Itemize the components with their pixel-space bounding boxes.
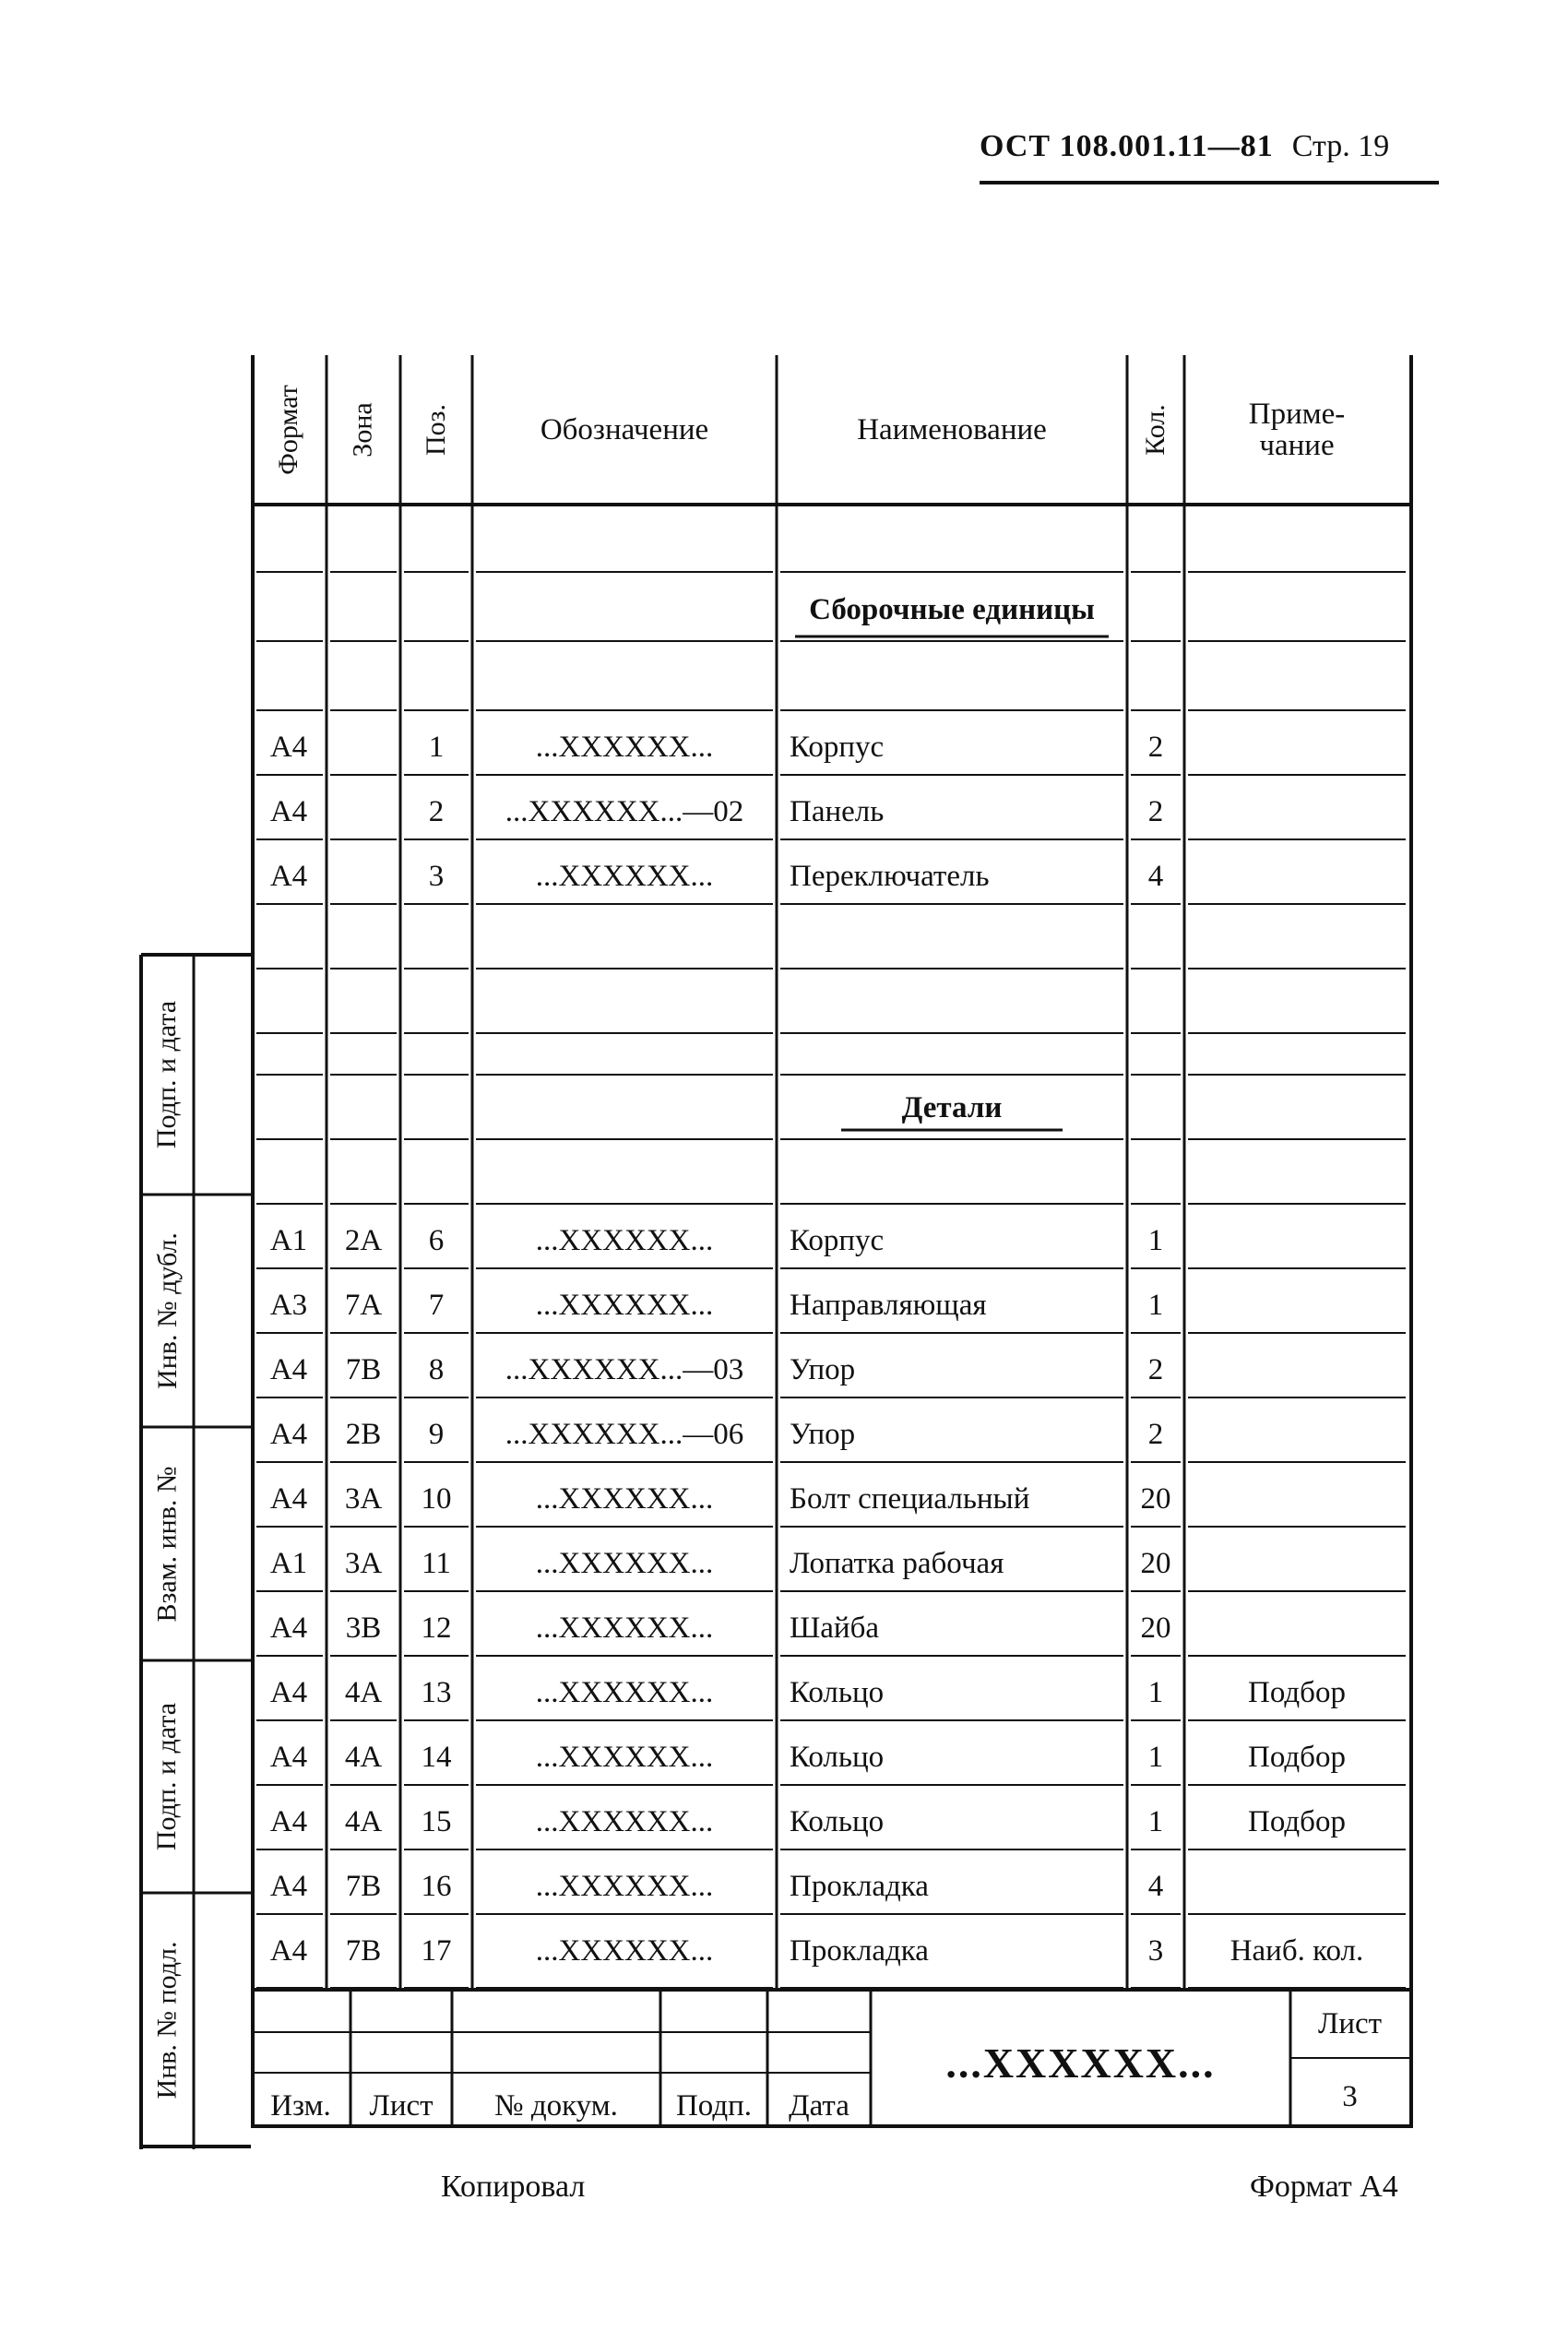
cell-qty: 2 [1147, 730, 1164, 764]
cell-pos: 3 [428, 859, 445, 893]
cell-qty: 20 [1140, 1546, 1171, 1580]
document-header [980, 129, 1439, 184]
cell-name: Переключатель [790, 859, 990, 893]
cell-format: А4 [269, 1352, 308, 1386]
cell-note [1184, 1402, 1409, 1467]
cell-format: А4 [269, 730, 308, 764]
cell-zone: 7В [345, 1933, 382, 1968]
cell-qty: 1 [1147, 1740, 1164, 1774]
cell-name: Корпус [790, 1223, 885, 1257]
cell-zone: 7В [345, 1869, 382, 1903]
standard-number: ОСТ 108.001.11—81 [980, 129, 1274, 163]
header-note: Приме- чание [1248, 398, 1346, 462]
cell-format: А4 [269, 1804, 308, 1838]
cell-note: Подбор [1248, 1675, 1346, 1709]
header-qty: Кол. [1140, 404, 1170, 456]
cell-qty: 20 [1140, 1481, 1171, 1516]
cell-qty: 2 [1147, 794, 1164, 828]
cell-designation: ...XXXXXX...—03 [505, 1352, 744, 1386]
footer-copied: Копировал [441, 2170, 586, 2204]
side-stamp [138, 950, 251, 2149]
cell-pos: 12 [421, 1611, 452, 1645]
cell-name: Лопатка рабочая [790, 1546, 1004, 1580]
cell-zone: 4А [344, 1740, 383, 1774]
cell-pos: 15 [421, 1804, 452, 1838]
cell-format: А4 [269, 1675, 308, 1709]
title-sheet-label: Лист [369, 2088, 434, 2123]
cell-zone: 4А [344, 1675, 383, 1709]
cell-note [1184, 1531, 1409, 1596]
cell-note [1184, 1338, 1409, 1402]
header-name: Наименование [857, 412, 1047, 446]
cell-pos: 8 [428, 1352, 445, 1386]
cell-note [1184, 844, 1409, 909]
cell-designation: ...XXXXXX... [535, 730, 714, 764]
cell-pos: 14 [421, 1740, 452, 1774]
cell-name: Прокладка [790, 1933, 929, 1968]
cell-format: А4 [269, 1417, 308, 1451]
cell-pos: 7 [428, 1288, 445, 1322]
cell-designation: ...XXXXXX... [535, 1288, 714, 1322]
stamp-replace-no: Взам. инв. № [151, 1465, 183, 1623]
cell-designation: ...XXXXXX...—02 [505, 794, 744, 828]
cell-pos: 16 [421, 1869, 452, 1903]
cell-zone: 3А [344, 1546, 383, 1580]
stamp-dup-no: Инв. № дубл. [151, 1232, 183, 1389]
cell-note [1184, 715, 1409, 779]
cell-name: Кольцо [790, 1740, 885, 1774]
cell-format: А4 [269, 1611, 308, 1645]
cell-qty: 20 [1140, 1611, 1171, 1645]
cell-note [1184, 1208, 1409, 1273]
cell-pos: 13 [421, 1675, 452, 1709]
specification-sheet [251, 355, 1422, 2154]
cell-qty: 1 [1147, 1675, 1164, 1709]
footer-format: Формат А4 [1250, 2170, 1398, 2204]
cell-designation: ...XXXXXX...—06 [505, 1417, 744, 1451]
cell-pos: 1 [428, 730, 445, 764]
cell-designation: ...XXXXXX... [535, 1740, 714, 1774]
cell-qty: 3 [1147, 1933, 1164, 1968]
cell-zone [327, 779, 400, 844]
cell-name: Панель [790, 794, 885, 828]
cell-qty: 4 [1147, 859, 1164, 893]
cell-qty: 1 [1147, 1288, 1164, 1322]
cell-format: А4 [269, 1869, 308, 1903]
cell-designation: ...XXXXXX... [535, 1611, 714, 1645]
cell-zone: 7В [345, 1352, 382, 1386]
section-title-assemblies: Сборочные единицы [809, 592, 1095, 626]
cell-name: Шайба [790, 1611, 880, 1645]
cell-note: Наиб. кол. [1229, 1933, 1364, 1968]
stamp-orig-no: Инв. № подл. [151, 1941, 183, 2099]
cell-format: А1 [269, 1546, 308, 1580]
cell-format: А4 [269, 1933, 308, 1968]
cell-pos: 17 [421, 1933, 452, 1968]
cell-note [1184, 1596, 1409, 1660]
title-sheet-number: 3 [1342, 2079, 1358, 2113]
cell-zone [327, 715, 400, 779]
cell-name: Корпус [790, 730, 885, 764]
stamp-sign-date-1: Подп. и дата [151, 1000, 183, 1149]
cell-name: Прокладка [790, 1869, 929, 1903]
cell-note: Подбор [1248, 1740, 1346, 1774]
cell-note [1184, 1854, 1409, 1919]
cell-qty: 1 [1147, 1804, 1164, 1838]
cell-zone: 4А [344, 1804, 383, 1838]
cell-zone: 2В [345, 1417, 382, 1451]
cell-format: А4 [269, 859, 308, 893]
cell-designation: ...XXXXXX... [535, 859, 714, 893]
title-change-label: Изм. [270, 2088, 331, 2123]
cell-note [1184, 1273, 1409, 1338]
title-docno-label: № докум. [494, 2088, 618, 2123]
cell-designation: ...XXXXXX... [535, 1804, 714, 1838]
cell-name: Упор [790, 1352, 856, 1386]
header-designation: Обозначение [540, 412, 709, 446]
cell-zone: 3А [344, 1481, 383, 1516]
stamp-sign-date-2: Подп. и дата [151, 1702, 183, 1851]
cell-note [1184, 1467, 1409, 1531]
cell-qty: 2 [1147, 1417, 1164, 1451]
table-rows [251, 355, 1422, 2154]
cell-pos: 10 [421, 1481, 452, 1516]
cell-name: Болт специальный [790, 1481, 1030, 1516]
cell-format: А4 [269, 1740, 308, 1774]
cell-qty: 2 [1147, 1352, 1164, 1386]
header-zone: Зона [348, 402, 378, 458]
cell-zone [327, 844, 400, 909]
cell-zone: 3В [345, 1611, 382, 1645]
cell-zone: 2А [344, 1223, 383, 1257]
title-sign-label: Подп. [675, 2088, 753, 2123]
cell-qty: 1 [1147, 1223, 1164, 1257]
cell-format: А4 [269, 1481, 308, 1516]
title-sheet-header: Лист [1317, 2006, 1383, 2040]
cell-designation: ...XXXXXX... [535, 1481, 714, 1516]
page-number: Стр. 19 [1291, 129, 1390, 163]
cell-name: Направляющая [790, 1288, 987, 1322]
cell-designation: ...XXXXXX... [535, 1546, 714, 1580]
cell-format: А4 [269, 794, 308, 828]
cell-name: Кольцо [790, 1804, 885, 1838]
cell-note [1184, 779, 1409, 844]
header-format: Формат [273, 385, 303, 475]
cell-pos: 11 [422, 1546, 451, 1580]
title-date-label: Дата [789, 2088, 849, 2123]
cell-name: Упор [790, 1417, 856, 1451]
cell-note: Подбор [1248, 1804, 1346, 1838]
cell-qty: 4 [1147, 1869, 1164, 1903]
cell-designation: ...XXXXXX... [535, 1223, 714, 1257]
title-designation: ...XXXXXX... [945, 2039, 1216, 2087]
cell-name: Кольцо [790, 1675, 885, 1709]
cell-pos: 9 [428, 1417, 445, 1451]
cell-designation: ...XXXXXX... [535, 1933, 714, 1968]
cell-designation: ...XXXXXX... [535, 1675, 714, 1709]
cell-format: А3 [269, 1288, 308, 1322]
cell-zone: 7А [344, 1288, 383, 1322]
cell-pos: 6 [428, 1223, 445, 1257]
cell-pos: 2 [428, 794, 445, 828]
header-pos: Поз. [420, 403, 451, 457]
cell-designation: ...XXXXXX... [535, 1869, 714, 1903]
cell-format: А1 [269, 1223, 308, 1257]
section-title-parts: Детали [901, 1090, 1003, 1124]
